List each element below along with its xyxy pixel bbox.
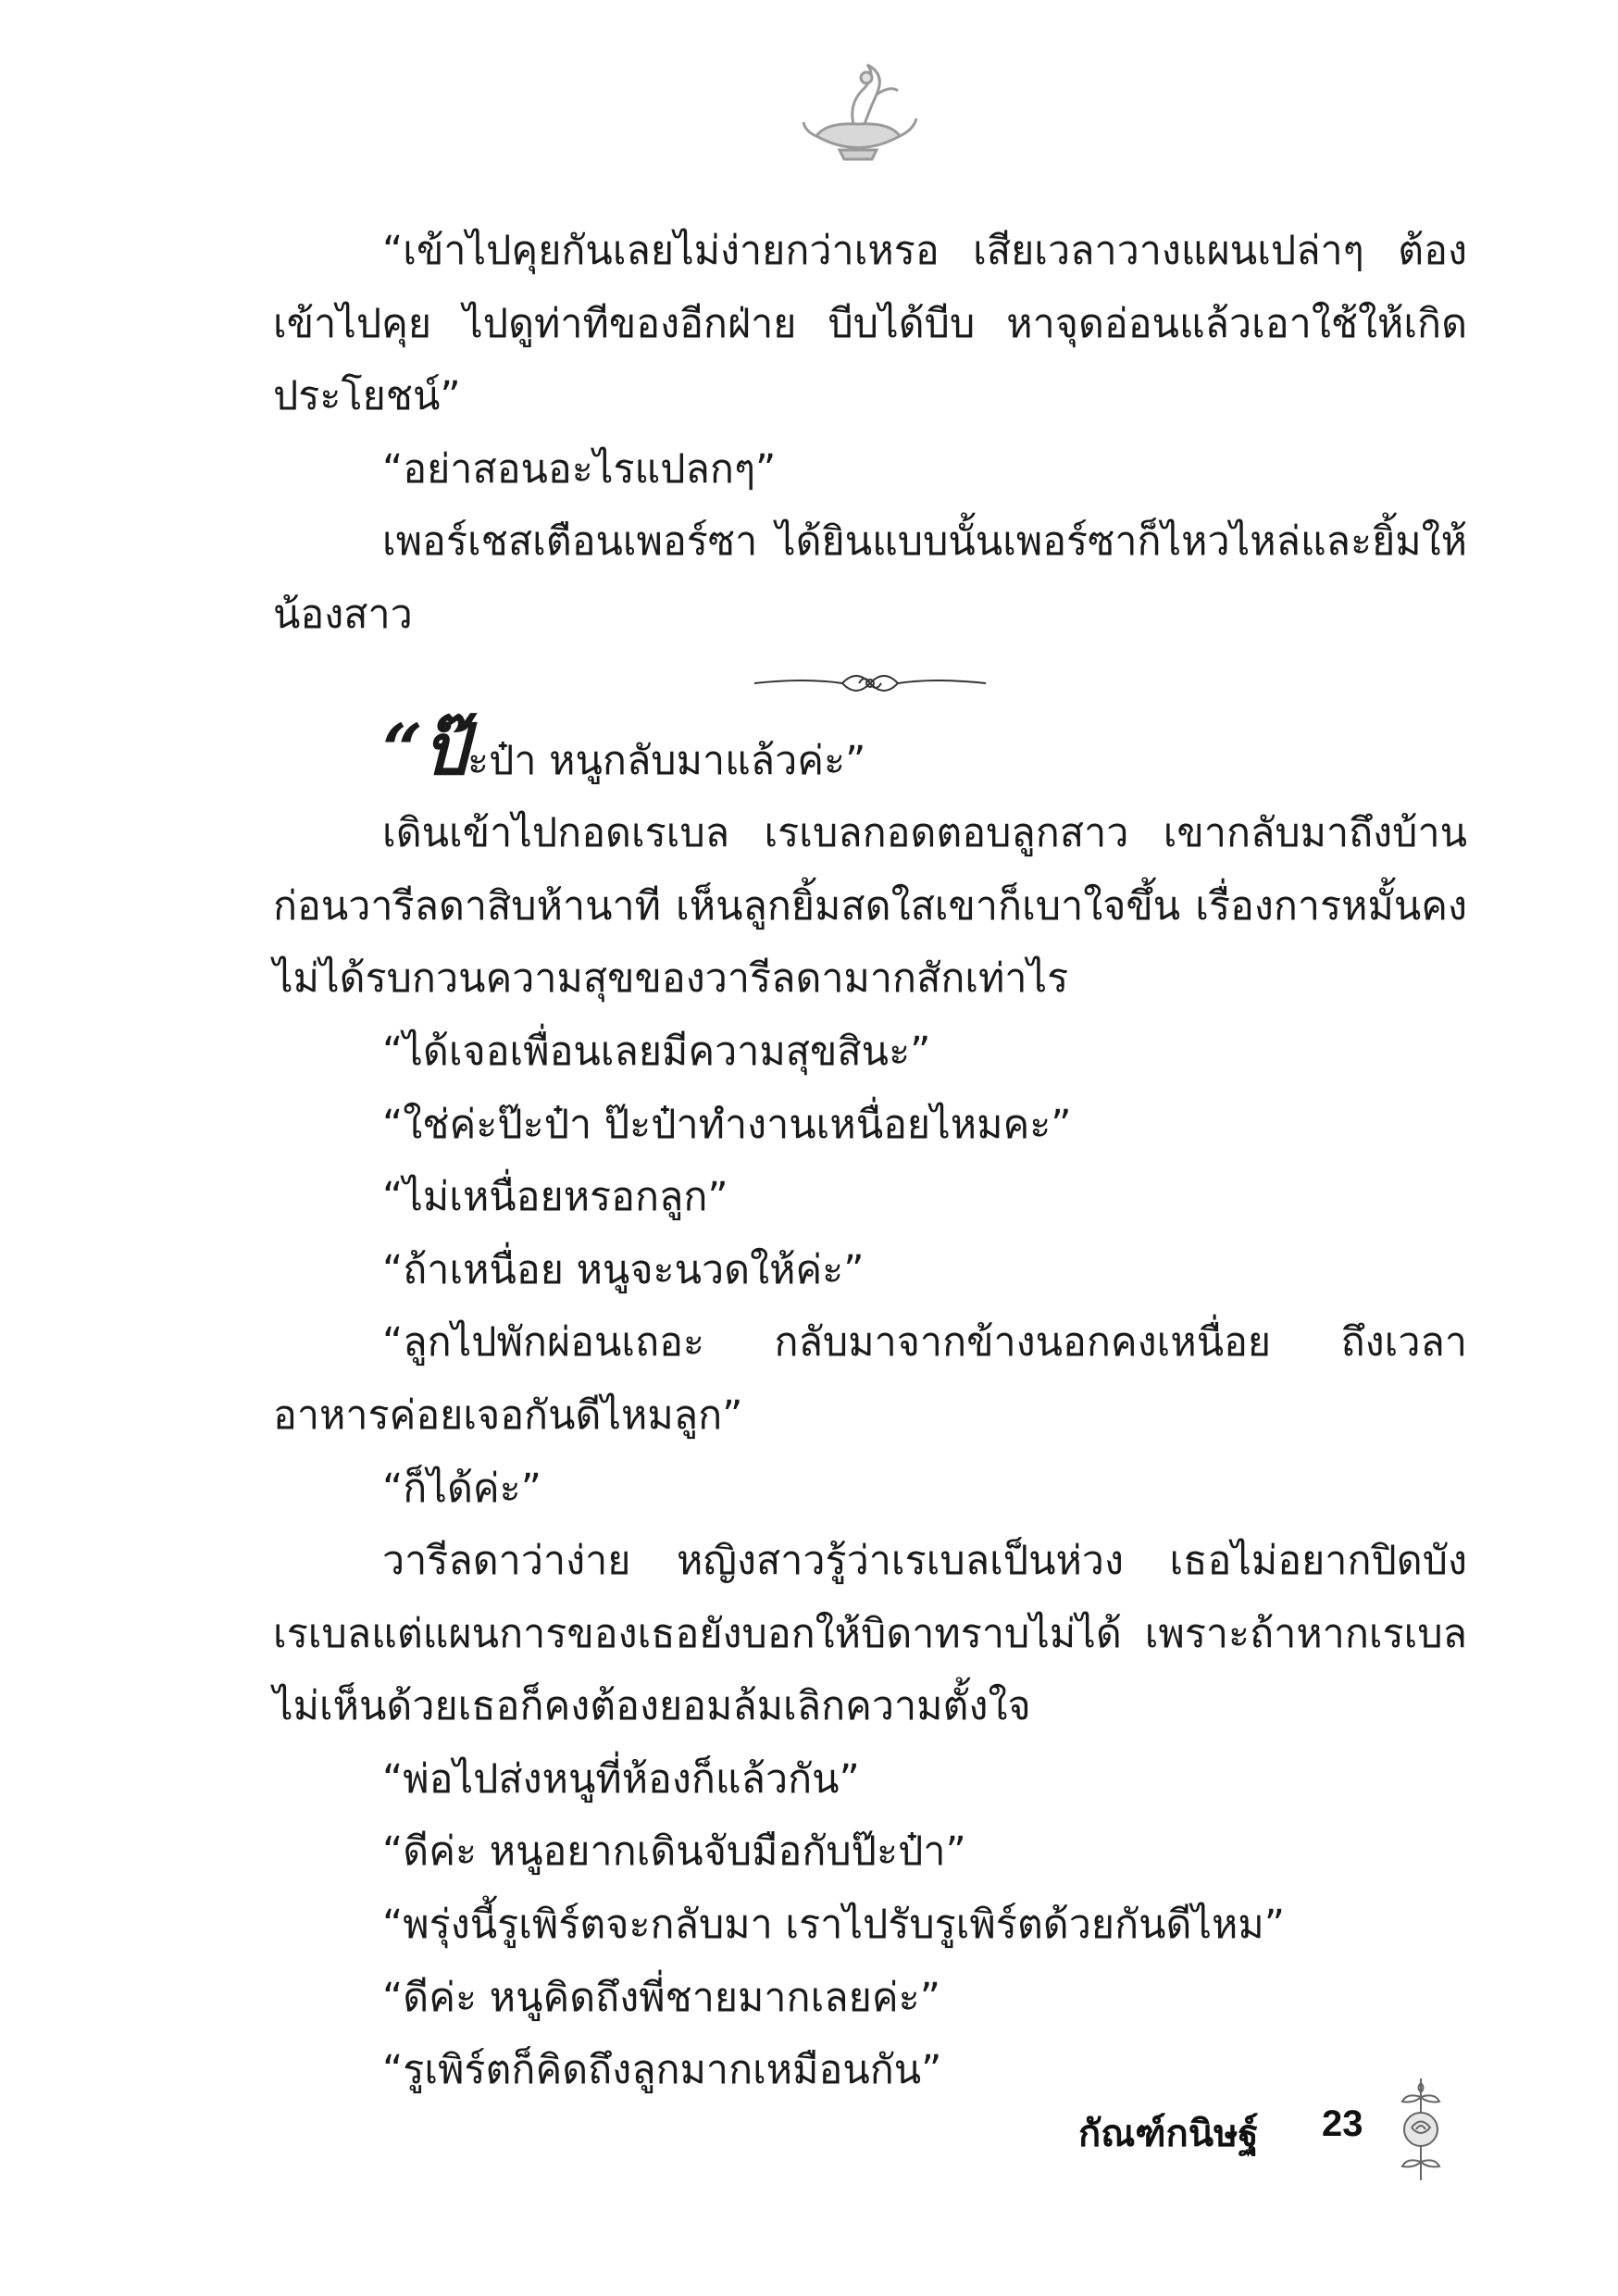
dropcap-paragraph xyxy=(273,707,1467,798)
rose-ornament-icon xyxy=(1388,2074,1453,2185)
page-number: 23 xyxy=(1322,2103,1363,2144)
paragraph: “พรุ่งนี้รูเพิร์ตจะกลับมา เราไปรับรูเพิร์ตด้วยกันดีไหม” xyxy=(382,1902,1286,1949)
paragraph: เดินเข้าไปกอดเรเบล เรเบลกอดตอบลูกสาว เขากลับมาถึงบ้านก่อนวารีลดาสิบห้านาที เห็นลูกยิ้มสดใสเขาก็เบาใจขึ้น เรื่องการหมั้นคงไม่ได้รบกวนความสุขของวารีลดามากสักเท่าไร xyxy=(273,810,1467,1003)
genie-lamp-icon xyxy=(798,57,918,168)
paragraph: “ลูกไปพักผ่อนเถอะ กลับมาจากข้างนอกคงเหนื่อย ถึงเวลาอาหารค่อยเจอกันดีไหมลูก” xyxy=(273,1319,1467,1439)
book-title: กัณฑ์กนิษฐ์ xyxy=(1078,2113,1259,2155)
dropcap-rest: ะป๋า หนูกลับมาแล้วค่ะ” xyxy=(467,737,866,784)
paragraph: “ดีค่ะ หนูคิดถึงพี่ชายมากเลยค่ะ” xyxy=(382,1974,940,2021)
chapter-body xyxy=(273,215,1467,2107)
paragraph: “ถ้าเหนื่อย หนูจะนวดให้ค่ะ” xyxy=(382,1246,865,1293)
paragraph: “ไม่เหนื่อยหรอกลูก” xyxy=(382,1174,728,1221)
paragraph: เพอร์เชสเตือนเพอร์ซา ได้ยินแบบนั้นเพอร์ซาก็ไหวไหล่และยิ้มให้น้องสาว xyxy=(273,518,1467,638)
paragraph: “พ่อไปส่งหนูที่ห้องก็แล้วกัน” xyxy=(382,1755,860,1803)
paragraph: “เข้าไปคุยกันเลยไม่ง่ายกว่าเหรอ เสียเวลาวางแผนเปล่าๆ ต้องเข้าไปคุย ไปดูท่าทีของอีกฝ่าย บีบได้บีบ หาจุดอ่อนแล้วเอาใช้ให้เกิดประโยชน์” xyxy=(273,228,1467,420)
paragraph: “ก็ได้ค่ะ” xyxy=(382,1465,541,1512)
dropcap-letter: ป๊ xyxy=(422,707,467,791)
ornament-divider-icon xyxy=(750,661,990,704)
paragraph: “รูเพิร์ตก็คิดถึงลูกมากเหมือนกัน” xyxy=(382,2047,942,2094)
section-divider xyxy=(273,652,1467,725)
dropcap-quote: “ xyxy=(382,707,423,791)
paragraph: “ใช่ค่ะป๊ะป๋า ป๊ะป๋าทำงานเหนื่อยไหมคะ” xyxy=(382,1101,1072,1148)
paragraph: “ดีค่ะ หนูอยากเดินจับมือกับป๊ะป๋า” xyxy=(382,1828,966,1876)
paragraph: วารีลดาว่าง่าย หญิงสาวรู้ว่าเรเบลเป็นห่วง เธอไม่อยากปิดบังเรเบลแต่แผนการของเธอยังบอกให้บิดาทราบไม่ได้ เพราะถ้าหากเรเบลไม่เห็นด้วยเธอก็คงต้องยอมล้มเลิกความตั้งใจ xyxy=(273,1538,1467,1730)
paragraph: “อย่าสอนอะไรแปลกๆ” xyxy=(382,445,777,493)
paragraph: “ได้เจอเพื่อนเลยมีความสุขสินะ” xyxy=(382,1028,931,1075)
